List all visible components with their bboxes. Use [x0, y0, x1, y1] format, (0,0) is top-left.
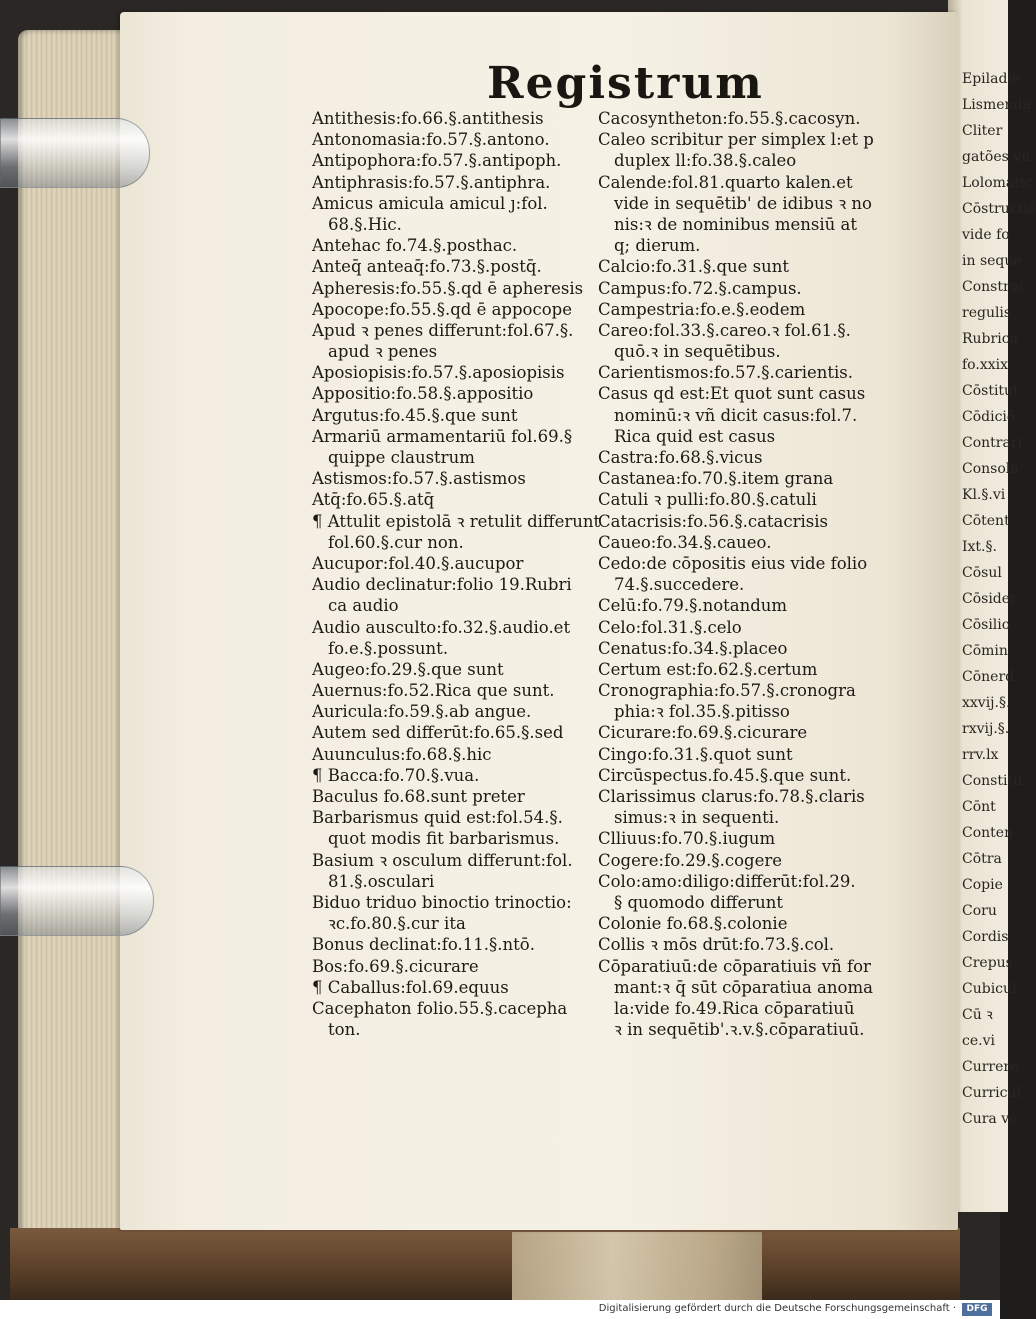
- facing-page-line: rrv.lx: [962, 747, 999, 763]
- register-entry-continuation: 81.§.osculari: [328, 871, 435, 891]
- register-entry: Castra:fo.68.§.vicus: [598, 448, 763, 467]
- register-entry-continuation: ꝛc.fo.80.§.cur ita: [328, 914, 466, 934]
- register-entry: Autem sed differūt:fo.65.§.sed: [312, 723, 564, 743]
- register-entry: Cogere:fo.29.§.cogere: [598, 850, 782, 870]
- register-entry: Antithesis:fo.66.§.antithesis: [312, 109, 544, 128]
- facing-page-line: Curricul: [962, 1085, 1021, 1101]
- facing-page-line: Cōtent: [962, 513, 1010, 529]
- register-entry-continuation: ca audio: [328, 596, 399, 616]
- facing-page-line: Cōstitut: [962, 383, 1019, 399]
- register-entry: Anteq̄ anteaq̄:fo.73.§.postq̄.: [312, 257, 542, 277]
- facing-page-line: in seque: [962, 253, 1022, 269]
- register-entry: Cicurare:fo.69.§.cicurare: [598, 723, 808, 743]
- facing-page-line: rxvij.§.: [962, 721, 1010, 737]
- register-entry: Astismos:fo.57.§.astismos: [312, 469, 526, 489]
- register-entry: Bonus declinat:fo.11.§.ntō.: [312, 935, 535, 955]
- left-register-column: [312, 108, 602, 1040]
- register-entry-continuation: 74.§.succedere.: [614, 575, 745, 595]
- register-entry: Apheresis:fo.55.§.qd ē apheresis: [312, 278, 584, 298]
- register-entry: Bos:fo.69.§.cicurare: [312, 956, 479, 976]
- register-entry: Baculus fo.68.sunt preter: [312, 787, 525, 806]
- register-entry: Carientismos:fo.57.§.carientis.: [598, 363, 853, 383]
- facing-page-line: Crepus: [962, 955, 1013, 971]
- facing-page-line: Rubrica: [962, 331, 1018, 347]
- register-entry: Catacrisis:fo.56.§.catacrisis: [598, 511, 829, 531]
- facing-page-line: Epiladie: [962, 71, 1021, 87]
- facing-page-line: Cōnerd: [962, 669, 1015, 685]
- register-entry-continuation: Rica quid est casus: [614, 426, 776, 446]
- glass-page-clip-bottom: [0, 866, 154, 936]
- facing-page-line: Cōdiciō: [962, 409, 1016, 425]
- facing-page-line: Conten: [962, 825, 1014, 841]
- facing-page-line: Cōnt: [962, 799, 996, 815]
- register-entry: Certum est:fo.62.§.certum: [598, 659, 818, 679]
- register-entry-continuation: fo.e.§.possunt.: [328, 638, 449, 658]
- facing-page-line: Copie: [962, 877, 1003, 893]
- register-entry: Audio ausculto:fo.32.§.audio.et: [312, 617, 571, 637]
- register-entry-continuation: quot modis fit barbarismus.: [328, 829, 560, 849]
- register-entry: Cacephaton folio.55.§.cacepha: [312, 998, 568, 1018]
- register-entry: Aucupor:fol.40.§.aucupor: [312, 553, 524, 573]
- register-entry: Auricula:fo.59.§.ab angue.: [312, 702, 532, 722]
- register-entry: Argutus:fo.45.§.que sunt: [312, 405, 518, 425]
- register-entry: Antiphrasis:fo.57.§.antiphra.: [312, 172, 551, 192]
- register-entry: Careo:fol.33.§.careo.ꝛ fol.61.§.: [598, 320, 851, 340]
- register-entry: Cenatus:fo.34.§.placeo: [598, 638, 788, 658]
- facing-page-line: Lismenda: [962, 97, 1031, 113]
- register-entry: Antipophora:fo.57.§.antipoph.: [312, 151, 562, 171]
- facing-page-line: Consola: [962, 461, 1019, 477]
- register-entry-continuation: q; dierum.: [614, 236, 701, 256]
- right-register-column: [598, 108, 883, 1040]
- facing-page-line: Cōstructiō: [962, 201, 1036, 217]
- register-entry: Armariū armamentariū fol.69.§: [312, 426, 573, 446]
- facing-page-line: Cōsilio: [962, 617, 1011, 633]
- register-entry: Basium ꝛ osculum differunt:fol.: [312, 850, 573, 870]
- register-entry-continuation: nis:ꝛ de nominibus mensiū at: [614, 214, 857, 234]
- register-entry-continuation: quō.ꝛ in sequētibus.: [614, 342, 781, 362]
- facing-page-line: vide fo: [962, 227, 1010, 243]
- register-entry: Cingo:fo.31.§.quot sunt: [598, 744, 793, 764]
- binding-label-patch: [512, 1232, 762, 1300]
- page-title: Registrum: [487, 58, 764, 109]
- register-entry: Auunculus:fo.68.§.hic: [312, 744, 492, 764]
- facing-page-line: Cubicul: [962, 981, 1017, 997]
- register-entry: Catuli ꝛ pulli:fo.80.§.catuli: [598, 490, 817, 510]
- facing-page-line: fo.xxix.: [962, 357, 1013, 373]
- facing-page-line: Kl.§.vi: [962, 487, 1006, 503]
- register-entry: Appositio:fo.58.§.appositio: [312, 384, 534, 404]
- register-entry: Cacosyntheton:fo.55.§.cacosyn.: [598, 109, 861, 128]
- register-entry: Apocope:fo.55.§.qd ē appocope: [312, 299, 572, 319]
- facing-page-line: Cliter: [962, 123, 1003, 139]
- register-entry: ¶ Bacca:fo.70.§.vua.: [312, 765, 480, 785]
- facing-page-line: regulis: [962, 305, 1012, 321]
- facing-page-line: Contrari: [962, 435, 1022, 451]
- register-entry: Auernus:fo.52.Rica que sunt.: [312, 681, 555, 701]
- register-entry: Cedo:de cōpositis eius vide folio: [598, 553, 868, 573]
- facing-page-line: Cōtra: [962, 851, 1002, 867]
- register-entry: Biduo triduo binoctio trinoctio:: [312, 892, 572, 912]
- register-entry: Celū:fo.79.§.notandum: [598, 596, 788, 616]
- register-entry: Caueo:fo.34.§.caueo.: [598, 532, 772, 552]
- register-entry: Clarissimus clarus:fo.78.§.claris: [598, 787, 865, 806]
- register-entry-continuation: ton.: [328, 1020, 361, 1040]
- facing-page-line: Cōmin: [962, 643, 1008, 659]
- register-entry: Audio declinatur:folio 19.Rubri: [312, 575, 572, 595]
- facing-page-line: Lolomatic: [962, 175, 1033, 191]
- facing-page-line: Currere: [962, 1059, 1019, 1075]
- funding-credit: Digitalisierung gefördert durch die Deutsche Forschungsgemeinschaft ·: [598, 1303, 956, 1314]
- register-entry-continuation: fol.60.§.cur non.: [328, 532, 464, 552]
- register-entry: Cronographia:fo.57.§.cronogra: [598, 681, 856, 701]
- register-entry: ¶ Caballus:fol.69.equus: [312, 977, 509, 997]
- register-entry: Clliuus:fo.70.§.iugum: [598, 829, 776, 849]
- facing-page-line: Cura ve: [962, 1111, 1018, 1127]
- dfg-logo: DFG: [962, 1303, 992, 1316]
- register-entry-continuation: nominū:ꝛ vñ dicit casus:fol.7.: [614, 405, 858, 425]
- register-entry-continuation: mant:ꝛ q̄ sūt cōparatiua anoma: [614, 977, 873, 997]
- register-entry-continuation: la:vide fo.49.Rica cōparatiuū: [614, 998, 855, 1018]
- register-entry: Colonie fo.68.§.colonie: [598, 914, 788, 934]
- facing-page-line: gatões vn: [962, 149, 1031, 165]
- facing-page-line: xxvij.§.: [962, 695, 1011, 711]
- register-entry: Casus qd est:Et quot sunt casus: [598, 384, 866, 404]
- register-entry: Aposiopisis:fo.57.§.aposiopisis: [312, 363, 565, 383]
- register-entry: Antehac fo.74.§.posthac.: [312, 236, 518, 256]
- register-entry: Atq̄:fo.65.§.atq̄: [312, 490, 435, 510]
- register-entry-continuation: phia:ꝛ fol.35.§.pitisso: [614, 702, 790, 722]
- register-entry: Cōparatiuū:de cōparatiuis vñ for: [598, 956, 871, 976]
- register-entry: Colo:amo:diligo:differūt:fol.29.: [598, 871, 856, 891]
- register-entry: Circūspectus.fo.45.§.que sunt.: [598, 765, 852, 785]
- facing-page-line: Coru: [962, 903, 997, 919]
- register-entry: Calcio:fo.31.§.que sunt: [598, 257, 790, 277]
- register-entry: ¶ Attulit epistolā ꝛ retulit differunt: [312, 511, 601, 531]
- register-entry: Amicus amicula amicul ȷ:fol.: [312, 193, 548, 213]
- register-entry: Caleo scribitur per simplex l:et p: [598, 130, 874, 150]
- register-entry: Castanea:fo.70.§.item grana: [598, 469, 834, 489]
- register-entry: Celo:fol.31.§.celo: [598, 617, 742, 637]
- footer-bar: [0, 1300, 1000, 1319]
- facing-page-line: Cōsider: [962, 591, 1017, 607]
- glass-page-clip-top: [0, 118, 150, 188]
- facing-page-line: ce.vi: [962, 1033, 995, 1049]
- register-entry-continuation: apud ꝛ penes: [328, 342, 438, 362]
- register-entry: Calende:fol.81.quarto kalen.et: [598, 172, 853, 192]
- book-binding: [10, 1228, 960, 1300]
- register-entry: Barbarismus quid est:fol.54.§.: [312, 808, 563, 828]
- register-entry-continuation: simus:ꝛ in sequenti.: [614, 808, 780, 828]
- register-entry-continuation: 68.§.Hic.: [328, 214, 402, 234]
- register-entry: Campus:fo.72.§.campus.: [598, 278, 802, 298]
- register-entry-continuation: duplex ll:fo.38.§.caleo: [614, 151, 797, 171]
- register-entry: Antonomasia:fo.57.§.antono.: [312, 130, 550, 150]
- register-entry: Augeo:fo.29.§.que sunt: [312, 659, 504, 679]
- register-entry-continuation: § quomodo differunt: [614, 892, 784, 912]
- register-entry: Campestria:fo.e.§.eodem: [598, 299, 806, 319]
- facing-page-line: Cōsul: [962, 565, 1002, 581]
- facing-page-line: Ixt.§.: [962, 539, 997, 555]
- register-entry-continuation: ꝛ in sequētib'.ꝛ.v.§.cōparatiuū.: [614, 1020, 865, 1040]
- register-entry: Collis ꝛ mōs drūt:fo.73.§.col.: [598, 935, 835, 955]
- facing-page-line: Construc: [962, 279, 1027, 295]
- register-entry-continuation: quippe claustrum: [328, 448, 475, 467]
- facing-page-line: Cū ꝛ: [962, 1007, 993, 1023]
- register-entry-continuation: vide in sequētib' de idibus ꝛ no: [614, 193, 872, 213]
- facing-page-line: Constitu: [962, 773, 1023, 789]
- facing-page-line: Cordis: [962, 929, 1009, 945]
- register-entry: Apud ꝛ penes differunt:fol.67.§.: [312, 320, 574, 340]
